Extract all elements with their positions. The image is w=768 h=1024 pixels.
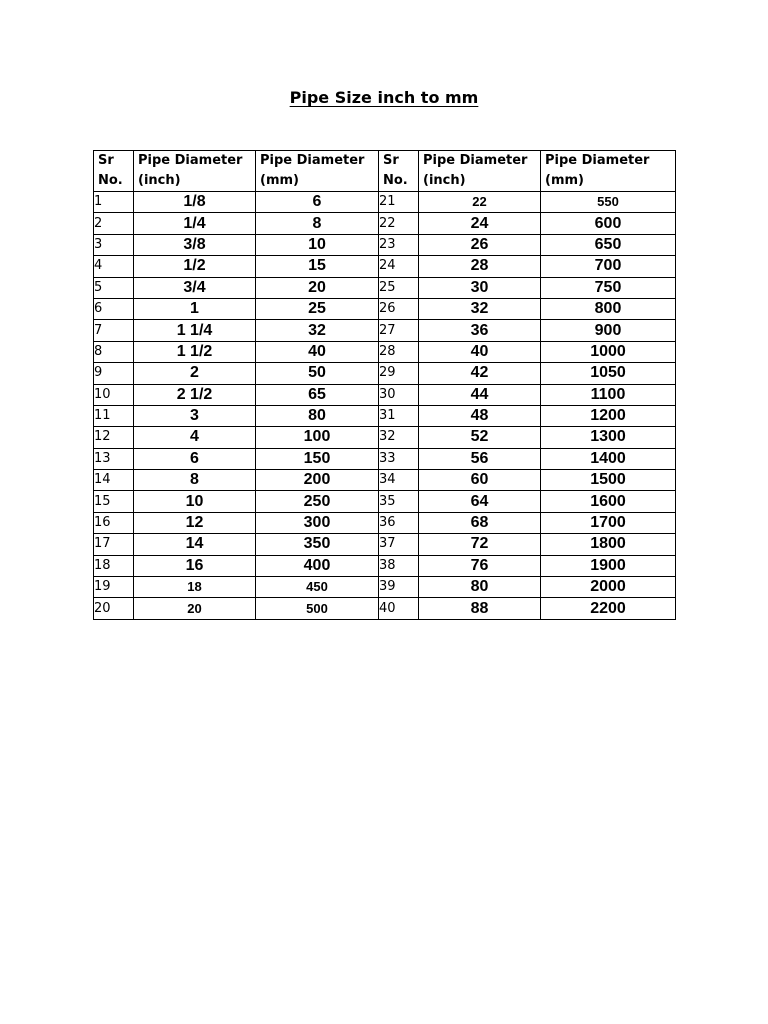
sr-no-cell: 4	[94, 256, 134, 277]
sr-no-cell-2: 32	[379, 427, 419, 448]
pipe-diameter-inch-cell-2: 80	[419, 577, 541, 598]
pipe-diameter-inch-cell: 2 1/2	[134, 384, 256, 405]
pipe-diameter-mm-cell: 400	[256, 555, 379, 576]
table-row	[94, 512, 676, 533]
table-row	[94, 405, 676, 426]
pipe-diameter-inch-cell: 20	[134, 598, 256, 619]
pipe-diameter-mm-cell: 20	[256, 277, 379, 298]
table-row	[94, 213, 676, 234]
pipe-diameter-mm-cell-2: 1050	[541, 363, 676, 384]
sr-no-cell: 10	[94, 384, 134, 405]
sr-no-cell-2: 35	[379, 491, 419, 512]
sr-no-cell: 3	[94, 234, 134, 255]
table-row	[94, 192, 676, 213]
pipe-diameter-inch-cell-2: 24	[419, 213, 541, 234]
pipe-diameter-mm-cell-2: 1600	[541, 491, 676, 512]
table-row	[94, 491, 676, 512]
pipe-diameter-inch-cell-2: 88	[419, 598, 541, 619]
sr-no-cell: 1	[94, 192, 134, 213]
pipe-diameter-mm-cell-2: 1700	[541, 512, 676, 533]
table-row	[94, 320, 676, 341]
pipe-diameter-mm-cell: 250	[256, 491, 379, 512]
pipe-diameter-mm-cell-2: 650	[541, 234, 676, 255]
pipe-diameter-mm-cell-2: 900	[541, 320, 676, 341]
sr-no-cell-2: 29	[379, 363, 419, 384]
sr-no-cell: 5	[94, 277, 134, 298]
pipe-diameter-mm-cell: 15	[256, 256, 379, 277]
sr-no-cell-2: 39	[379, 577, 419, 598]
pipe-diameter-inch-cell: 1 1/4	[134, 320, 256, 341]
pipe-diameter-inch-cell-2: 64	[419, 491, 541, 512]
table-row	[94, 555, 676, 576]
sr-no-cell: 12	[94, 427, 134, 448]
pipe-diameter-mm-cell: 100	[256, 427, 379, 448]
pipe-diameter-mm-cell: 32	[256, 320, 379, 341]
sr-no-cell: 15	[94, 491, 134, 512]
sr-no-cell-2: 30	[379, 384, 419, 405]
pipe-diameter-mm-cell-2: 1400	[541, 448, 676, 469]
pipe-diameter-mm-cell-2: 1000	[541, 341, 676, 362]
pipe-diameter-mm-cell: 500	[256, 598, 379, 619]
table-row	[94, 341, 676, 362]
header-sr-no-2: Sr No.	[379, 151, 419, 192]
sr-no-cell: 7	[94, 320, 134, 341]
pipe-diameter-mm-cell-2: 2000	[541, 577, 676, 598]
pipe-diameter-inch-cell-2: 56	[419, 448, 541, 469]
pipe-diameter-inch-cell-2: 42	[419, 363, 541, 384]
sr-no-cell: 19	[94, 577, 134, 598]
pipe-diameter-mm-cell: 65	[256, 384, 379, 405]
pipe-diameter-inch-cell-2: 36	[419, 320, 541, 341]
pipe-diameter-mm-cell: 8	[256, 213, 379, 234]
pipe-diameter-inch-cell: 1/8	[134, 192, 256, 213]
sr-no-cell: 14	[94, 470, 134, 491]
sr-no-cell-2: 34	[379, 470, 419, 491]
sr-no-cell-2: 21	[379, 192, 419, 213]
sr-no-cell-2: 37	[379, 534, 419, 555]
sr-no-cell: 16	[94, 512, 134, 533]
pipe-diameter-mm-cell: 450	[256, 577, 379, 598]
pipe-diameter-mm-cell-2: 700	[541, 256, 676, 277]
pipe-diameter-inch-cell-2: 22	[419, 192, 541, 213]
pipe-diameter-mm-cell-2: 600	[541, 213, 676, 234]
pipe-diameter-mm-cell: 25	[256, 298, 379, 319]
pipe-diameter-inch-cell: 3	[134, 405, 256, 426]
header-pipe-diameter-inch: Pipe Diameter (inch)	[134, 151, 256, 192]
header-pipe-diameter-mm-2: Pipe Diameter (mm)	[541, 151, 676, 192]
sr-no-cell-2: 23	[379, 234, 419, 255]
pipe-diameter-mm-cell: 80	[256, 405, 379, 426]
header-pipe-diameter-inch-2: Pipe Diameter (inch)	[419, 151, 541, 192]
pipe-diameter-inch-cell-2: 40	[419, 341, 541, 362]
pipe-diameter-mm-cell-2: 550	[541, 192, 676, 213]
table-row	[94, 598, 676, 619]
pipe-diameter-mm-cell: 10	[256, 234, 379, 255]
pipe-diameter-mm-cell: 350	[256, 534, 379, 555]
pipe-diameter-mm-cell: 300	[256, 512, 379, 533]
pipe-diameter-mm-cell-2: 1900	[541, 555, 676, 576]
sr-no-cell: 2	[94, 213, 134, 234]
table-row	[94, 256, 676, 277]
sr-no-cell-2: 31	[379, 405, 419, 426]
pipe-diameter-inch-cell-2: 60	[419, 470, 541, 491]
pipe-size-table	[93, 150, 676, 620]
table-row	[94, 384, 676, 405]
pipe-diameter-mm-cell: 6	[256, 192, 379, 213]
sr-no-cell: 13	[94, 448, 134, 469]
pipe-diameter-inch-cell: 3/8	[134, 234, 256, 255]
sr-no-cell: 17	[94, 534, 134, 555]
pipe-diameter-inch-cell-2: 68	[419, 512, 541, 533]
pipe-diameter-inch-cell-2: 32	[419, 298, 541, 319]
pipe-diameter-mm-cell-2: 750	[541, 277, 676, 298]
table-row	[94, 427, 676, 448]
table-row	[94, 277, 676, 298]
pipe-diameter-inch-cell: 2	[134, 363, 256, 384]
sr-no-cell-2: 27	[379, 320, 419, 341]
table-row	[94, 470, 676, 491]
pipe-diameter-mm-cell-2: 1800	[541, 534, 676, 555]
pipe-diameter-inch-cell-2: 28	[419, 256, 541, 277]
header-sr-no: Sr No.	[94, 151, 134, 192]
pipe-diameter-inch-cell-2: 76	[419, 555, 541, 576]
pipe-diameter-inch-cell: 16	[134, 555, 256, 576]
pipe-diameter-inch-cell-2: 30	[419, 277, 541, 298]
sr-no-cell-2: 36	[379, 512, 419, 533]
sr-no-cell: 6	[94, 298, 134, 319]
table-row	[94, 577, 676, 598]
pipe-diameter-inch-cell: 12	[134, 512, 256, 533]
table-row	[94, 234, 676, 255]
pipe-diameter-inch-cell: 1	[134, 298, 256, 319]
pipe-diameter-inch-cell: 3/4	[134, 277, 256, 298]
pipe-diameter-inch-cell: 1 1/2	[134, 341, 256, 362]
pipe-diameter-inch-cell-2: 72	[419, 534, 541, 555]
pipe-diameter-mm-cell-2: 1200	[541, 405, 676, 426]
pipe-diameter-mm-cell-2: 1500	[541, 470, 676, 491]
pipe-diameter-inch-cell: 14	[134, 534, 256, 555]
pipe-diameter-inch-cell: 18	[134, 577, 256, 598]
pipe-diameter-inch-cell-2: 26	[419, 234, 541, 255]
pipe-diameter-inch-cell-2: 44	[419, 384, 541, 405]
sr-no-cell: 9	[94, 363, 134, 384]
pipe-diameter-mm-cell-2: 2200	[541, 598, 676, 619]
pipe-diameter-inch-cell: 1/4	[134, 213, 256, 234]
sr-no-cell-2: 24	[379, 256, 419, 277]
pipe-diameter-mm-cell-2: 1300	[541, 427, 676, 448]
sr-no-cell-2: 33	[379, 448, 419, 469]
page-title: Pipe Size inch to mm	[289, 88, 479, 107]
pipe-diameter-mm-cell-2: 800	[541, 298, 676, 319]
sr-no-cell-2: 26	[379, 298, 419, 319]
header-pipe-diameter-mm: Pipe Diameter (mm)	[256, 151, 379, 192]
sr-no-cell-2: 22	[379, 213, 419, 234]
table-row	[94, 534, 676, 555]
table-row	[94, 363, 676, 384]
sr-no-cell: 20	[94, 598, 134, 619]
pipe-diameter-inch-cell: 4	[134, 427, 256, 448]
table-row	[94, 298, 676, 319]
pipe-diameter-mm-cell: 40	[256, 341, 379, 362]
pipe-diameter-mm-cell: 150	[256, 448, 379, 469]
sr-no-cell-2: 28	[379, 341, 419, 362]
pipe-diameter-mm-cell: 200	[256, 470, 379, 491]
pipe-diameter-inch-cell: 6	[134, 448, 256, 469]
table-header-row	[94, 151, 676, 192]
table-row	[94, 448, 676, 469]
pipe-diameter-mm-cell: 50	[256, 363, 379, 384]
pipe-diameter-inch-cell: 8	[134, 470, 256, 491]
pipe-diameter-mm-cell-2: 1100	[541, 384, 676, 405]
sr-no-cell: 11	[94, 405, 134, 426]
sr-no-cell: 8	[94, 341, 134, 362]
sr-no-cell-2: 38	[379, 555, 419, 576]
sr-no-cell-2: 25	[379, 277, 419, 298]
pipe-diameter-inch-cell: 10	[134, 491, 256, 512]
sr-no-cell: 18	[94, 555, 134, 576]
sr-no-cell-2: 40	[379, 598, 419, 619]
pipe-diameter-inch-cell-2: 48	[419, 405, 541, 426]
pipe-diameter-inch-cell-2: 52	[419, 427, 541, 448]
pipe-diameter-inch-cell: 1/2	[134, 256, 256, 277]
